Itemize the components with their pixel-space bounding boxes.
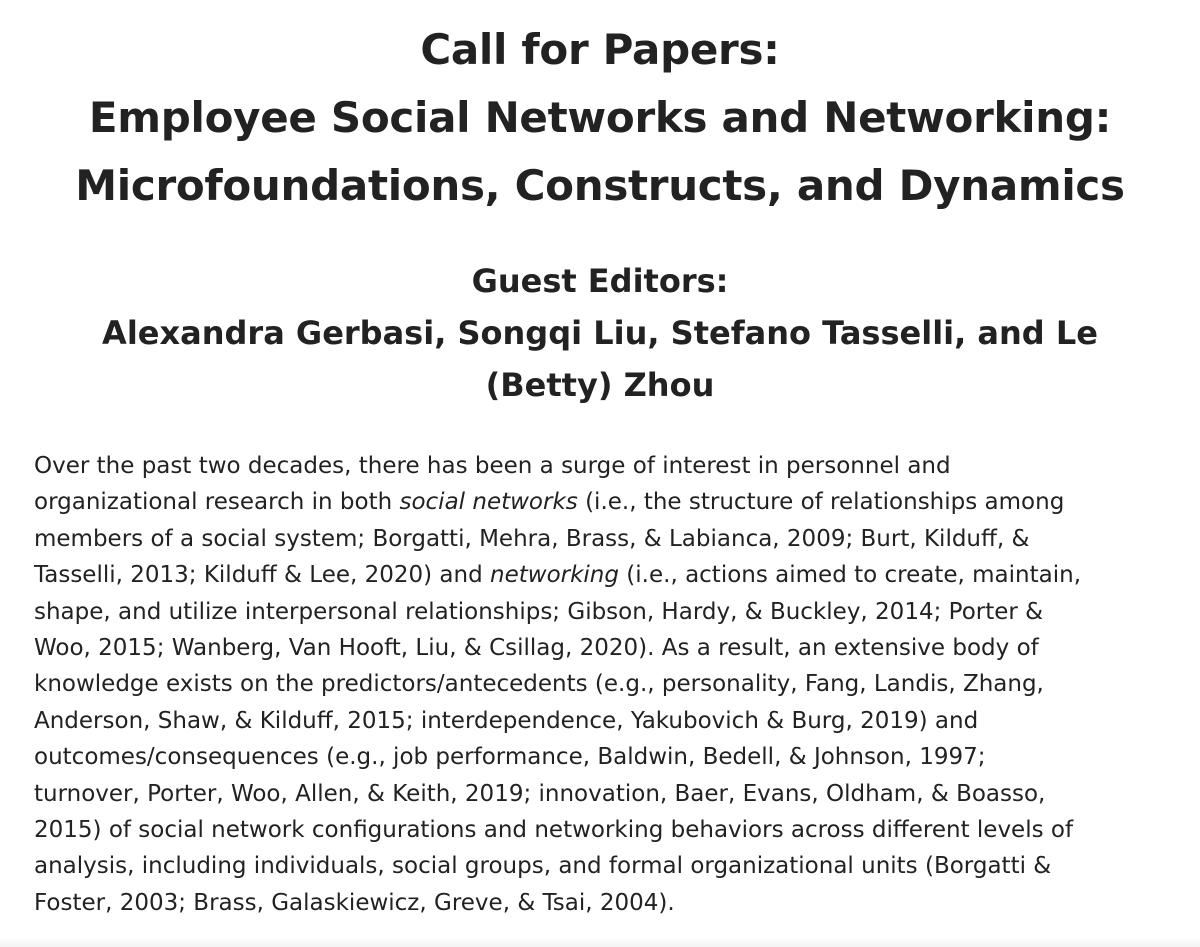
body-line: Anderson, Shaw, & Kilduff, 2015; interdependence, Yakubovich & Burg, 2019) and [34, 707, 979, 734]
guest-editors [0, 255, 1200, 411]
body-line: turnover, Porter, Woo, Allen, & Keith, 2019; innovation, Baer, Evans, Oldham, & Boasso, [34, 780, 1046, 807]
body-line: Over the past two decades, there has been a surge of interest in personnel and [34, 453, 951, 479]
page-title [0, 16, 1200, 220]
title-line-3: Microfoundations, Constructs, and Dynamics [75, 161, 1125, 210]
body-text-segment: (i.e., actions aimed to create, maintain, [619, 562, 1081, 589]
body-text-segment: (i.e., the structure of relationships among [577, 489, 1065, 516]
body-line: knowledge exists on the predictors/antecedents (e.g., personality, Fang, Landis, Zhang, [34, 671, 1044, 698]
guest-editors-heading: Guest Editors: [471, 262, 729, 300]
body-line: Foster, 2003; Brass, Galaskiewicz, Greve, & Tsai, 2004). [34, 889, 675, 916]
body-text-segment: Tasselli, 2013; Kilduff & Lee, 2020) and [34, 562, 491, 589]
body-line [34, 557, 1174, 593]
emphasis-networking: networking [490, 562, 619, 589]
body-line: shape, and utilize interpersonal relationships; Gibson, Hardy, & Buckley, 2014; Porter & [34, 598, 1044, 625]
body-line: analysis, including individuals, social groups, and formal organizational units (Borgatti & [34, 853, 1052, 880]
body-line: outcomes/consequences (e.g., job performance, Baldwin, Bedell, & Johnson, 1997; [34, 744, 986, 771]
body-line: 2015) of social network configurations and networking behaviors across different levels of [34, 817, 1074, 844]
body-text-segment: organizational research in both [34, 489, 400, 516]
body-line: members of a social system; Borgatti, Mehra, Brass, & Labianca, 2009; Burt, Kilduff, & [34, 525, 1030, 552]
body-line: Woo, 2015; Wanberg, Van Hooft, Liu, & Csillag, 2020). As a result, an extensive body of [34, 635, 1039, 662]
guest-editors-names-line-1: Alexandra Gerbasi, Songqi Liu, Stefano Tasselli, and Le [102, 314, 1098, 352]
title-line-2: Employee Social Networks and Networking: [88, 93, 1112, 142]
title-line-1: Call for Papers: [420, 25, 780, 74]
body-paragraph [34, 448, 1174, 921]
body-line [34, 484, 1174, 520]
guest-editors-names-line-2: (Betty) Zhou [485, 366, 715, 404]
bottom-edge-shade [0, 937, 1200, 947]
emphasis-social-networks: social networks [399, 489, 578, 516]
